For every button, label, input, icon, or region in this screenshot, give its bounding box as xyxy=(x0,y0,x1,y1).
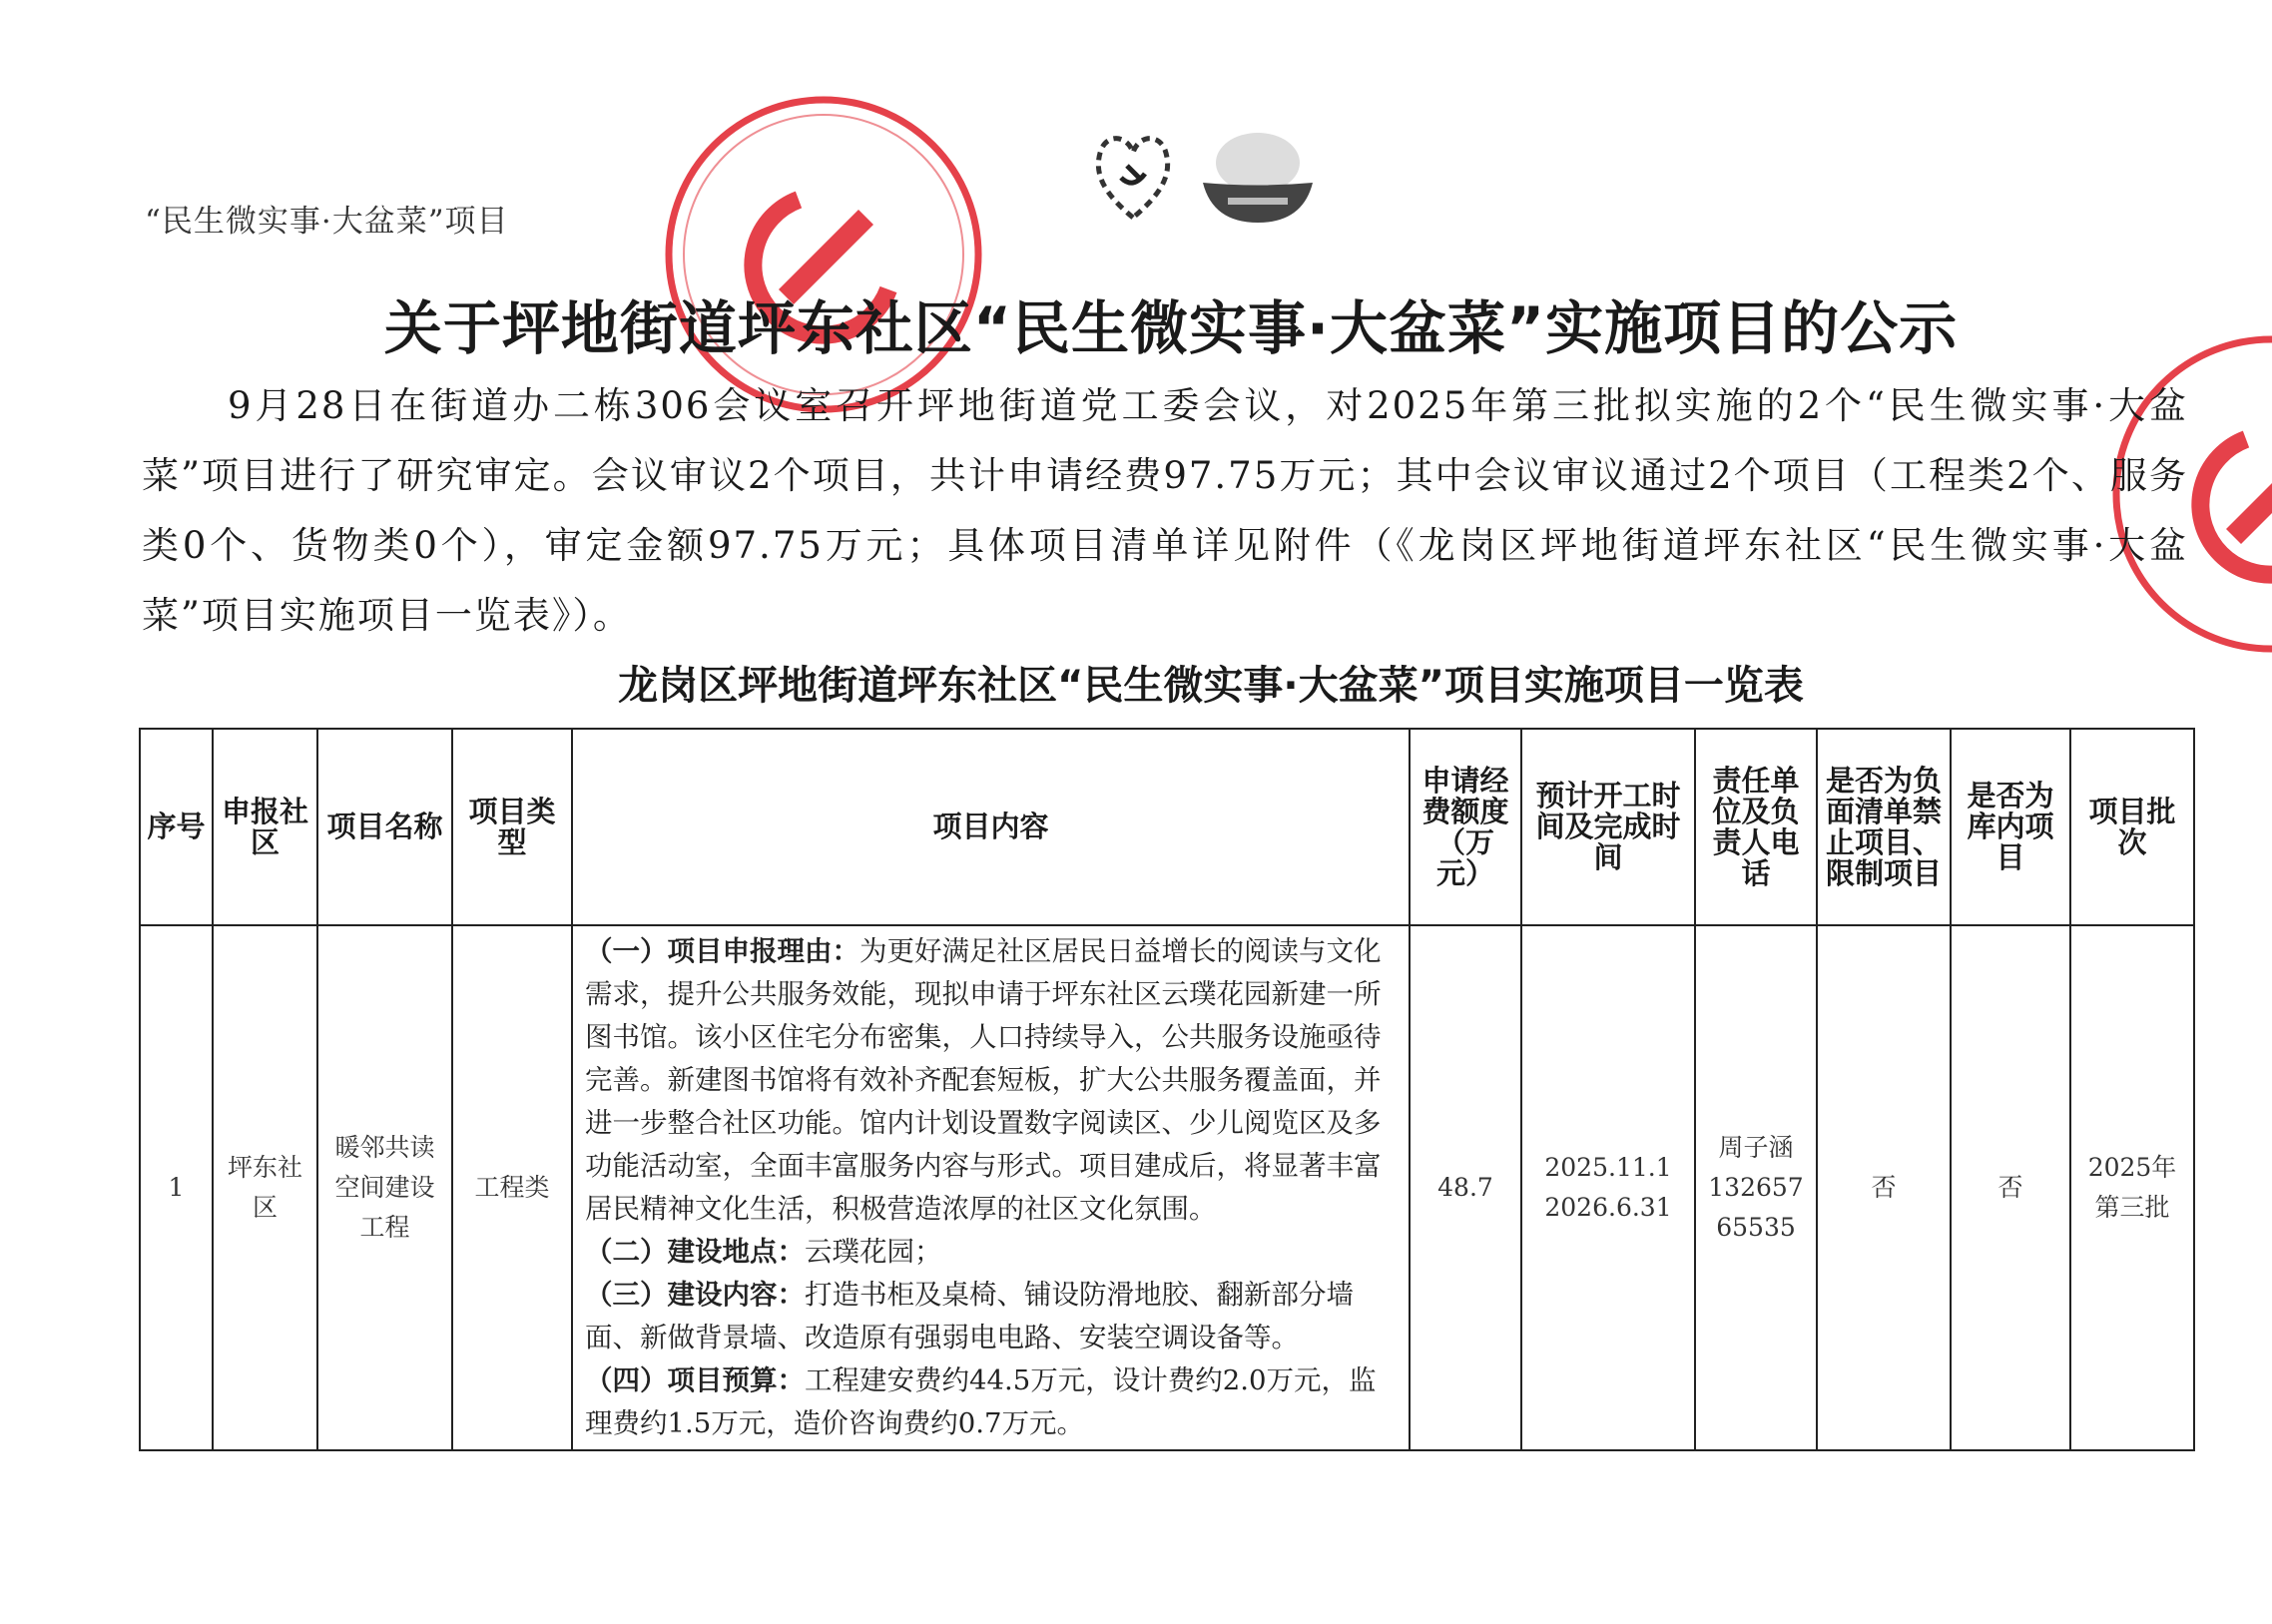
cell-time xyxy=(1521,925,1695,1450)
cell-contact xyxy=(1695,925,1817,1450)
contact-phone-1: 132657 xyxy=(1708,1173,1804,1202)
party-logo-icon xyxy=(1093,128,1173,227)
header-type: 项目类型 xyxy=(452,729,572,925)
cell-type: 工程类 xyxy=(452,925,572,1450)
header-no: 序号 xyxy=(140,729,213,925)
cell-batch xyxy=(2070,925,2194,1450)
start-date: 2025.11.1 xyxy=(1544,1153,1672,1182)
content-location: （二）建设地点：云璞花园； xyxy=(585,1236,942,1268)
official-seal-1 xyxy=(659,90,988,419)
bowl-logo-icon xyxy=(1198,128,1318,232)
cell-name: 暖邻共读空间建设工程 xyxy=(317,925,452,1450)
project-series-label: “民生微实事·大盆菜”项目 xyxy=(145,204,509,240)
batch-number: 第三批 xyxy=(2094,1193,2170,1222)
header-content: 项目内容 xyxy=(572,729,1410,925)
header-time: 预计开工时间及完成时间 xyxy=(1521,729,1695,925)
contact-name: 周子涵 xyxy=(1718,1133,1794,1162)
header-name: 项目名称 xyxy=(317,729,452,925)
notice-body: 9月28日在街道办二栋306会议室召开坪地街道党工委会议，对2025年第三批拟实施的2个“民生微实事·大盆菜”项目进行了研究审定。会议审议2个项目，共计申请经费97.75万元；其中会议审议通过2个项目（工程类2个、服务类0个、货物类0个），审定金额97.75万元；具体项目清单详见附件（《龙岗区坪地街道坪东社区“民生微实事·大盆菜”项目实施项目一览表》）。 xyxy=(142,384,2188,637)
cell-in-library: 否 xyxy=(1951,925,2070,1450)
cell-no: 1 xyxy=(140,925,213,1450)
cell-amount: 48.7 xyxy=(1410,925,1521,1450)
header-negative-list: 是否为负面清单禁止项目、限制项目 xyxy=(1817,729,1951,925)
table-title: 龙岗区坪地街道坪东社区“民生微实事·大盆菜”项目实施项目一览表 xyxy=(618,663,1804,709)
table-header-row xyxy=(140,729,2194,925)
header-community: 申报社区 xyxy=(213,729,317,925)
header-amount: 申请经费额度（万元） xyxy=(1410,729,1521,925)
header-contact: 责任单位及负责人电话 xyxy=(1695,729,1817,925)
notice-title: 关于坪地街道坪东社区“民生微实事·大盆菜”实施项目的公示 xyxy=(383,294,1959,362)
contact-phone-2: 65535 xyxy=(1716,1213,1796,1242)
header-batch: 项目批次 xyxy=(2070,729,2194,925)
content-budget: （四）项目预算：工程建安费约44.5万元，设计费约2.0万元，监理费约1.5万元，造价咨询费约0.7万元。 xyxy=(585,1364,1377,1439)
content-scope: （三）建设内容：打造书柜及桌椅、铺设防滑地胶、翻新部分墙面、新做背景墙、改造原有强弱电电路、安装空调设备等。 xyxy=(585,1279,1354,1353)
cell-negative-list: 否 xyxy=(1817,925,1951,1450)
content-reason: （一）项目申报理由：为更好满足社区居民日益增长的阅读与文化需求，提升公共服务效能，现拟申请于坪东社区云璞花园新建一所图书馆。该小区住宅分布密集，人口持续导入，公共服务设施亟待完善。新建图书馆将有效补齐配套短板，扩大公共服务覆盖面，并进一步整合社区功能。馆内计划设置数字阅读区、少儿阅览区及多功能活动室，全面丰富服务内容与形式。项目建成后，将显著丰富居民精神文化生活，积极营造浓厚的社区文化氛围。 xyxy=(585,935,1382,1225)
table-row xyxy=(140,925,2194,1450)
end-date: 2026.6.31 xyxy=(1544,1193,1672,1222)
cell-content xyxy=(572,925,1410,1450)
header-in-library: 是否为库内项目 xyxy=(1951,729,2070,925)
project-table xyxy=(139,728,2195,1451)
cell-community: 坪东社区 xyxy=(213,925,317,1450)
batch-year: 2025年 xyxy=(2087,1153,2177,1182)
